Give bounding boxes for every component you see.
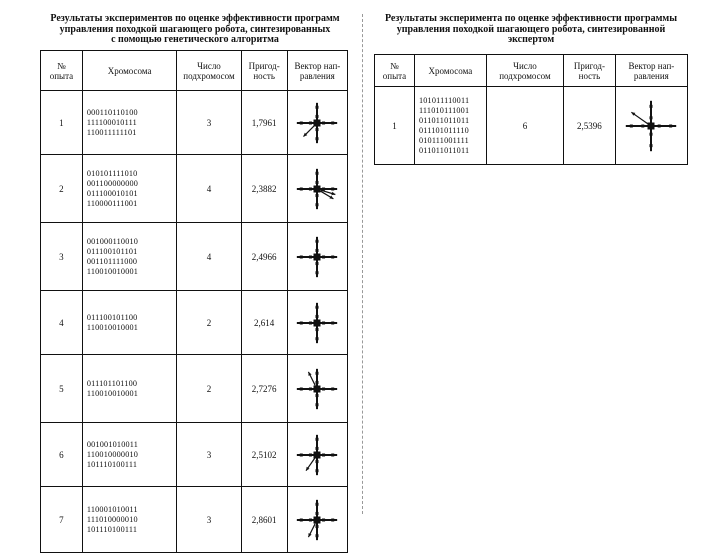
axis-dot <box>650 116 653 119</box>
direction-vector-cell <box>287 155 347 223</box>
right-title-line: Результаты эксперимента по оценке эффективности программы <box>384 13 678 24</box>
chromosome-line: 010101111010 <box>86 168 138 178</box>
direction-vector-cell <box>287 487 347 553</box>
chromosome-cell <box>82 487 177 553</box>
header-fitness: Пригод- ность <box>241 51 287 91</box>
axis-dot <box>322 453 325 456</box>
left-title <box>30 14 360 46</box>
axis-dot <box>316 380 319 383</box>
right-title-line: управления походкой шагающего робота, синтезированной <box>396 23 666 35</box>
axis-dot <box>316 137 319 140</box>
axis-dot <box>300 387 303 390</box>
experiment-number: 3 <box>41 223 83 291</box>
table-row <box>41 223 348 291</box>
axis-dot <box>316 194 319 197</box>
axis-dot <box>316 128 319 131</box>
experiment-number: 6 <box>41 423 83 487</box>
subchromosome-count: 3 <box>177 423 241 487</box>
experiment-number: 1 <box>375 87 415 165</box>
chromosome-line: 011100101101 <box>86 246 138 256</box>
center-square <box>648 122 655 129</box>
center-square <box>314 253 321 260</box>
table-row <box>41 487 348 553</box>
direction-vector-diagram <box>293 165 341 213</box>
direction-vector-cell <box>287 91 347 155</box>
chromosome-line: 110010000010 <box>86 449 139 459</box>
subchromosome-count: 4 <box>177 155 241 223</box>
axis-dot <box>650 104 653 107</box>
direction-vector-cell <box>287 355 347 423</box>
fitness-value: 2,5102 <box>241 423 287 487</box>
chromosome-cell <box>82 155 177 223</box>
axis-dot <box>316 271 319 274</box>
fitness-value: 2,5396 <box>564 87 616 165</box>
header-chromosome: Хромосома <box>414 55 486 87</box>
chromosome-line: 001001010011 <box>86 439 139 449</box>
chromosome-line: 101011110011 <box>418 95 470 105</box>
axis-dot <box>670 124 673 127</box>
axis-dot <box>316 534 319 537</box>
direction-vector-diagram <box>293 365 341 413</box>
axis-dot <box>630 124 633 127</box>
axis-dot <box>309 187 312 190</box>
fitness-value: 2,4966 <box>241 223 287 291</box>
axis-dot <box>300 321 303 324</box>
left-title-line: Результаты экспериментов по оценке эффективности программ <box>50 13 340 24</box>
center-square <box>314 516 321 523</box>
chromosome-line: 001101111000 <box>86 256 138 266</box>
chromosome-line: 011101011110 <box>418 125 469 135</box>
direction-vector-diagram <box>293 431 341 479</box>
header-subchromosome-count: Число подхромосом <box>486 55 563 87</box>
axis-dot <box>316 525 319 528</box>
axis-dot <box>316 437 319 440</box>
center-square <box>314 185 321 192</box>
direction-vector-diagram <box>621 96 681 156</box>
axis-dot <box>300 255 303 258</box>
axis-dot <box>316 371 319 374</box>
axis-dot <box>300 121 303 124</box>
table-row <box>41 91 348 155</box>
axis-dot <box>300 187 303 190</box>
header-direction-vector: Вектор нап- равления <box>615 55 687 87</box>
table-row <box>41 291 348 355</box>
axis-dot <box>309 121 312 124</box>
axis-dot <box>322 121 325 124</box>
axis-dot <box>332 121 335 124</box>
fitness-value: 2,614 <box>241 291 287 355</box>
axis-dot <box>658 124 661 127</box>
chromosome-line: 000110110100 <box>86 107 138 117</box>
chromosome-line: 101110100111 <box>86 524 138 534</box>
subchromosome-count: 2 <box>177 355 241 423</box>
direction-vector-cell <box>287 223 347 291</box>
right-title <box>368 14 694 46</box>
chromosome-line: 110010010001 <box>86 322 139 332</box>
axis-dot <box>332 321 335 324</box>
direction-vector-diagram <box>293 496 341 544</box>
chromosome-line: 001100000000 <box>86 178 139 188</box>
table-row <box>375 87 688 165</box>
chromosome-line: 111010000010 <box>86 514 138 524</box>
axis-dot <box>316 403 319 406</box>
axis-dot <box>332 255 335 258</box>
axis-dot <box>309 255 312 258</box>
axis-dot <box>322 518 325 521</box>
table-row <box>41 355 348 423</box>
axis-dot <box>316 105 319 108</box>
axis-dot <box>316 180 319 183</box>
axis-dot <box>316 502 319 505</box>
experiment-number: 2 <box>41 155 83 223</box>
chromosome-cell <box>82 91 177 155</box>
chromosome-line: 110001010011 <box>86 504 138 514</box>
subchromosome-count: 4 <box>177 223 241 291</box>
direction-vector-cell <box>287 291 347 355</box>
axis-dot <box>309 453 312 456</box>
header-num: № опыта <box>375 55 415 87</box>
axis-dot <box>316 394 319 397</box>
subchromosome-count: 2 <box>177 291 241 355</box>
axis-dot <box>309 321 312 324</box>
chromosome-cell <box>82 291 177 355</box>
axis-dot <box>309 387 312 390</box>
arrow-head <box>316 303 319 307</box>
page-divider <box>362 14 363 514</box>
arrow-head <box>316 237 319 241</box>
axis-dot <box>332 387 335 390</box>
axis-dot <box>322 387 325 390</box>
fitness-value: 2,8601 <box>241 487 287 553</box>
center-square <box>314 119 321 126</box>
direction-vector-diagram <box>293 99 341 147</box>
center-square <box>314 319 321 326</box>
axis-dot <box>316 469 319 472</box>
fitness-value: 1,7961 <box>241 91 287 155</box>
header-direction-vector: Вектор нап- равления <box>287 51 347 91</box>
axis-dot <box>650 132 653 135</box>
fitness-value: 2,3882 <box>241 155 287 223</box>
axis-dot <box>316 337 319 340</box>
header-subchromosome-count: Число подхромосом <box>177 51 241 91</box>
axis-dot <box>650 144 653 147</box>
right-title-line: экспертом <box>507 34 555 45</box>
chromosome-cell <box>82 423 177 487</box>
header-num: № опыта <box>41 51 83 91</box>
axis-dot <box>316 171 319 174</box>
chromosome-line: 011100101100 <box>86 312 138 322</box>
left-title-line: управления походкой шагающего робота, синтезированных <box>59 23 331 35</box>
chromosome-line: 101110100111 <box>86 459 138 469</box>
axis-dot <box>316 328 319 331</box>
table-row <box>41 423 348 487</box>
chromosome-cell <box>82 223 177 291</box>
center-square <box>314 451 321 458</box>
chromosome-line: 111010111001 <box>418 105 470 115</box>
chromosome-line: 010111001111 <box>418 135 469 145</box>
direction-vector-diagram <box>293 233 341 281</box>
fitness-value: 2,7276 <box>241 355 287 423</box>
experiment-number: 7 <box>41 487 83 553</box>
axis-dot <box>332 453 335 456</box>
direction-vector-cell <box>615 87 687 165</box>
axis-dot <box>316 203 319 206</box>
axis-dot <box>332 518 335 521</box>
chromosome-cell <box>82 355 177 423</box>
subchromosome-count: 3 <box>177 487 241 553</box>
subchromosome-count: 3 <box>177 91 241 155</box>
axis-dot <box>332 187 335 190</box>
chromosome-line: 001000110010 <box>86 236 139 246</box>
axis-dot <box>316 114 319 117</box>
axis-dot <box>322 255 325 258</box>
direction-vector-cell <box>287 423 347 487</box>
chromosome-line: 011011011011 <box>418 145 470 155</box>
axis-dot <box>316 511 319 514</box>
axis-dot <box>316 460 319 463</box>
header-fitness: Пригод- ность <box>564 55 616 87</box>
chromosome-line: 110010010001 <box>86 266 139 276</box>
experiment-number: 1 <box>41 91 83 155</box>
chromosome-line: 111100010111 <box>86 117 137 127</box>
experiment-number: 5 <box>41 355 83 423</box>
header-chromosome: Хромосома <box>82 51 177 91</box>
chromosome-line: 110000111001 <box>86 198 138 208</box>
chromosome-line: 110010010001 <box>86 388 139 398</box>
axis-dot <box>316 446 319 449</box>
chromosome-line: 110011111101 <box>86 127 137 137</box>
chromosome-line: 011100010101 <box>86 188 138 198</box>
chromosome-cell <box>414 87 486 165</box>
experiment-number: 4 <box>41 291 83 355</box>
direction-vector-diagram <box>293 299 341 347</box>
axis-dot <box>300 518 303 521</box>
subchromosome-count: 6 <box>486 87 563 165</box>
left-results-table <box>40 50 348 553</box>
right-results-table <box>374 54 688 165</box>
axis-dot <box>309 518 312 521</box>
axis-dot <box>300 453 303 456</box>
chromosome-line: 011101101100 <box>86 378 138 388</box>
axis-dot <box>322 321 325 324</box>
axis-dot <box>316 262 319 265</box>
center-square <box>314 385 321 392</box>
axis-dot <box>642 124 645 127</box>
left-title-line: с помощью генетического алгоритма <box>111 34 279 45</box>
table-row <box>41 155 348 223</box>
chromosome-line: 011011011011 <box>418 115 470 125</box>
